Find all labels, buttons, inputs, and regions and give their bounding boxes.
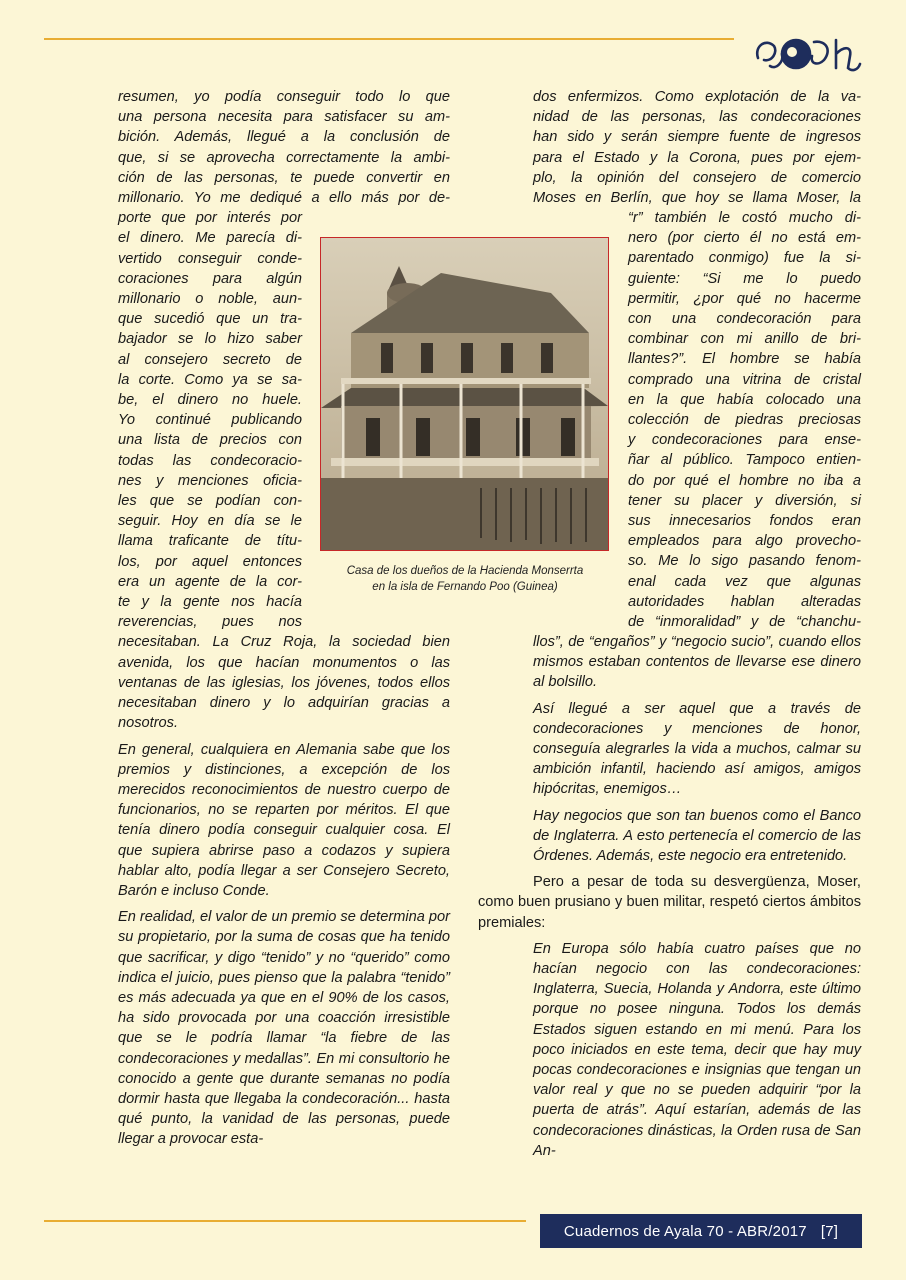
left-column-top-lines xyxy=(118,87,450,208)
cuadernos-de-ayala-logo xyxy=(752,32,864,76)
text-line: nes y menciones oficia- xyxy=(118,472,302,489)
text-line: con una condecoración para xyxy=(628,311,861,328)
colonial-house-illustration xyxy=(321,238,608,550)
photo-caption-line-1: Casa de los dueños de la Hacienda Monserrta xyxy=(346,565,584,577)
text-line: al consejero secreto de xyxy=(118,351,302,368)
footer-rule xyxy=(44,1220,526,1222)
text-line: la corte. Como ya se sa- xyxy=(118,371,302,388)
text-line: nidad de las personas, las condecoraciones xyxy=(533,109,861,126)
text-line: en la que había colocado una xyxy=(628,391,861,408)
text-line: seguir. Hoy en día se le xyxy=(118,513,302,530)
text-line: plo, la opinión del consejero de comercio xyxy=(533,169,861,186)
text-line: los, por aquel entonces xyxy=(118,553,302,570)
text-line: autoridades hablan alteradas xyxy=(628,593,861,610)
right-paragraph-4: Pero a pesar de toda su desvergüenza, Moser, como buen prusiano y buen militar, respetó ciertos ámbitos premiales: xyxy=(478,874,861,931)
text-line: be, el dinero no huele. xyxy=(118,392,302,409)
right-column-top-lines xyxy=(533,87,861,208)
text-line: han sido y serán siempre fuente de ingresos xyxy=(533,129,861,146)
text-line: que sucedió que un tra- xyxy=(118,311,302,328)
text-line: “r” también le costó mucho di- xyxy=(628,210,861,226)
text-line: ción de las personas, te puede convertir en xyxy=(118,169,450,186)
footer-publication: Cuadernos de Ayala 70 - ABR/2017 xyxy=(563,1222,807,1240)
text-line: nero (por cierto él no está em- xyxy=(628,230,861,247)
right-paragraph-1-end: llos”, de “engaños” y “negocio sucio”, cuando ellos mismos estaban contentos de llevarse ese dinero al bolsillo. xyxy=(533,634,861,691)
left-paragraph-3: En realidad, el valor de un premio se determina por su propietario, por la suma de cosas que ha tenido que sacrificar, y digo “tenido” y no “querido” como indica el juicio, pues pienso que la palabra “tenido” es más adecuada ya que en el 90% de los casos, ha sido provocada por una coacción irresistible que se le podría llamar “la fiebre de las condecoraciones y medallas”. En mi consultorio he conocido a gente que durante semanas no podía dormir hasta que llegaba la condecoración... hasta qué punto, la vanidad de las personas, puede llegar a provocar esta- xyxy=(118,909,450,1148)
footer-publication-box xyxy=(540,1214,862,1248)
left-paragraph-2: En general, cualquiera en Alemania sabe que los premios y distinciones, a excepción de los merecidos reconocimientos de nuestro cuerpo de funcionarios, no se reparten por méritos. El que tenía dinero podía conseguir cualquier cosa. El que supiera abrirse paso a codazos y supiera hablar alto, podía llegar a ser Consejero Secreto, Barón e incluso Conde. xyxy=(118,741,450,899)
text-line: porte que por interés por xyxy=(118,210,302,227)
right-column-narrow xyxy=(628,208,861,632)
text-line: tener su placer y diversión, si xyxy=(628,492,861,509)
text-line: so. Me lo sigo pasando fenom- xyxy=(628,553,861,570)
right-paragraph-5: En Europa sólo había cuatro países que no hacían negocio con las condecoraciones: Inglaterra, Suecia, Holanda y Andorra, este último porque no posee ninguna. Todos los demás Estados siguen estando en mi menú. Para los poco iniciados en este tema, decir que hay muy pocas condecoraciones e insignias que tengan un valor real y que no se pueden adquirir “por la puerta de atrás”. Aquí estarían, además de las condecoraciones dinásticas, la Orden rusa de San An- xyxy=(533,940,861,1159)
text-line: do por qué el hombre no iba a xyxy=(628,472,861,489)
text-line: permitir, ¿por qué no hacerme xyxy=(628,290,861,307)
text-line: les que se podían con- xyxy=(118,493,302,510)
right-paragraph-2: Así llegué a ser aquel que a través de condecoraciones y menciones de honor, conseguía alegrarles la vida a muchos, calmar su ambición infantil, haciendo así amigos, amigos hipócritas, enemigos… xyxy=(533,700,861,798)
left-paragraph-1-end: necesitaban. La Cruz Roja, la sociedad bien avenida, los que hacían monumentos o las ventanas de las iglesias, los jóvenes, todos ellos necesitaban dinero y lo adquirían gracias a nosotros. xyxy=(118,634,450,732)
text-line: comprado una vitrina de cristal xyxy=(628,371,861,388)
left-column-narrow-lines xyxy=(118,208,302,632)
text-line: todas las condecoracio- xyxy=(118,452,302,469)
hacienda-house-photo xyxy=(320,237,609,551)
page-number: [7] xyxy=(820,1222,839,1240)
text-line: llama traficante de títu- xyxy=(118,533,302,550)
text-line: coraciones para algún xyxy=(118,270,302,287)
right-column-narrow-lines xyxy=(628,208,861,632)
right-column-top xyxy=(533,87,861,208)
text-line: parentado conmigo) fue la si- xyxy=(628,250,861,267)
text-line: ñar al público. Tampoco entien- xyxy=(628,452,861,469)
right-column-bottom xyxy=(478,632,861,1161)
text-line: Yo continué publicando xyxy=(118,412,302,429)
text-line: combinar con mi anillo de bri- xyxy=(628,331,861,348)
text-line: sus innecesarios fondos eran xyxy=(628,513,861,530)
text-line: el dinero. Me parecía di- xyxy=(118,230,302,247)
text-line: bajador se lo hizo saber xyxy=(118,331,302,348)
text-line: te y la gente nos hacía xyxy=(118,594,302,611)
text-line: reverencias, pues nos xyxy=(118,614,302,631)
text-line: Moses en Berlín, que hoy se llama Moser, la xyxy=(533,190,861,207)
text-line: que, si se aprovecha correctamente la ambi- xyxy=(118,149,450,166)
text-line: empleados para algo provecho- xyxy=(628,533,861,550)
text-line: y condecoraciones para ense- xyxy=(628,432,861,449)
photo-caption xyxy=(318,563,612,595)
text-line: una persona necesita para satisfacer su am- xyxy=(118,109,450,126)
text-line: era un agente de la cor- xyxy=(118,573,302,590)
right-paragraph-3: Hay negocios que son tan buenos como el Banco de Inglaterra. A esto pertenecía el comercio de las Órdenes. Además, este negocio era entretenido. xyxy=(533,807,861,865)
text-line: resumen, yo podía conseguir todo lo que xyxy=(118,89,450,105)
text-line: bición. Además, llegué a la conclusión de xyxy=(118,129,450,146)
text-line: de “inmoralidad” y de “chanchu- xyxy=(628,614,861,631)
text-line: millonario. Yo me dediqué a ello más por de- xyxy=(118,190,450,207)
header-rule xyxy=(44,38,734,40)
text-line: enal cada vez que algunas xyxy=(628,573,861,590)
text-line: vertido conseguir conde- xyxy=(118,250,302,267)
text-line: para el Estado y la Corona, pues por ejem- xyxy=(533,149,861,166)
text-line: colección de piedras preciosas xyxy=(628,412,861,429)
text-line: una lista de precios con xyxy=(118,432,302,449)
text-line: dos enfermizos. Como explotación de la va- xyxy=(533,89,861,105)
text-line: guiente: “Si me lo puedo xyxy=(628,270,861,287)
photo-caption-line-2: en la isla de Fernando Poo (Guinea) xyxy=(372,581,558,593)
text-line: millonario o noble, aun- xyxy=(118,291,302,308)
text-line: llantes?”. El hombre se había xyxy=(628,351,861,368)
